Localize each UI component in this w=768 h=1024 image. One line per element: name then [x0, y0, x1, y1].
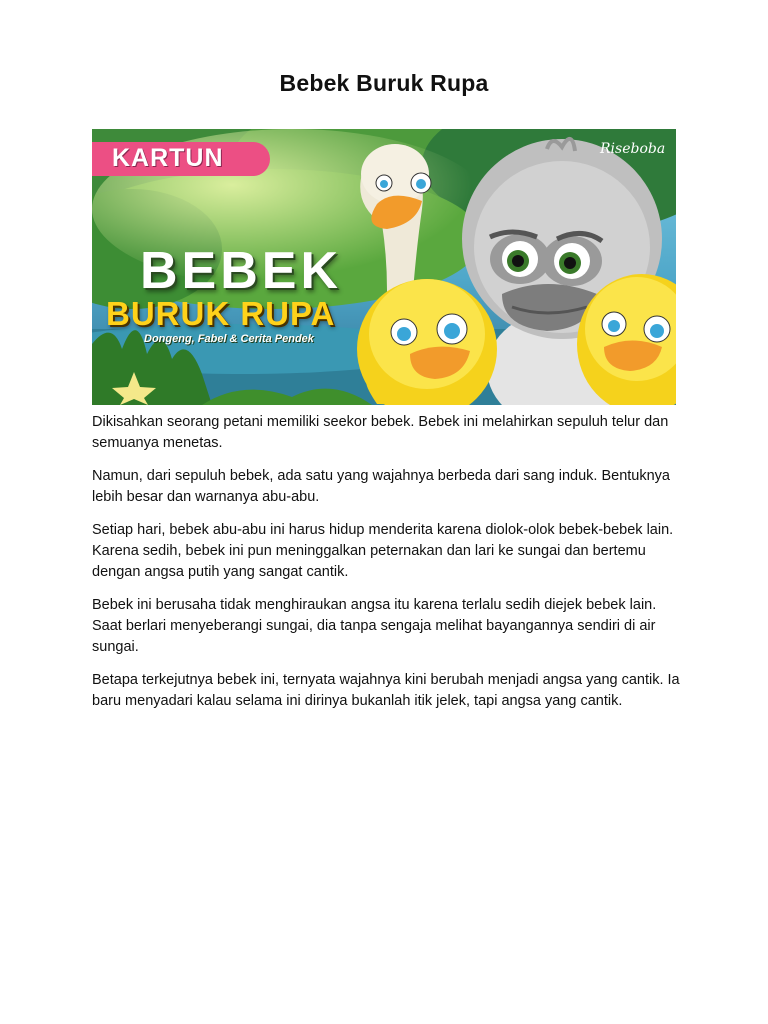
document-title: Bebek Buruk Rupa — [279, 70, 489, 96]
banner-headline-line1: BEBEK — [140, 242, 343, 300]
story-banner-image — [92, 129, 676, 405]
category-tag-label: KARTUN — [112, 144, 224, 172]
banner-headline-line2: BURUK RUPA — [106, 295, 336, 332]
banner-subtitle: Dongeng, Fabel & Cerita Pendek — [144, 333, 314, 345]
story-body — [92, 412, 682, 724]
paragraph: Dikisahkan seorang petani memiliki seekor bebek. Bebek ini melahirkan sepuluh telur dan semuanya menetas. — [92, 414, 669, 451]
paragraph: Setiap hari, bebek abu-abu ini harus hidup menderita karena diolok-olok bebek-bebek lain. Karena sedih, bebek ini pun meninggalkan peternakan dan lari ke sungai dan bertemu dengan angsa putih yang sangat cantik. — [92, 522, 674, 580]
paragraph: Namun, dari sepuluh bebek, ada satu yang wajahnya berbeda dari sang induk. Bentuknya lebih besar dan warnanya abu-abu. — [92, 468, 670, 505]
paragraph: Betapa terkejutnya bebek ini, ternyata wajahnya kini berubah menjadi angsa yang cantik. Ia baru menyadari kalau selama ini dirinya bukanlah itik jelek, tapi angsa yang cantik. — [92, 672, 680, 709]
paragraph: Bebek ini berusaha tidak menghiraukan angsa itu karena terlalu sedih diejek bebek lain. Saat berlari menyeberangi sungai, dia tanpa sengaja melihat bayangannya sendiri di air sungai. — [92, 597, 657, 655]
banner-text-layer — [92, 129, 676, 405]
brand-logo: Riseboba — [600, 141, 666, 157]
